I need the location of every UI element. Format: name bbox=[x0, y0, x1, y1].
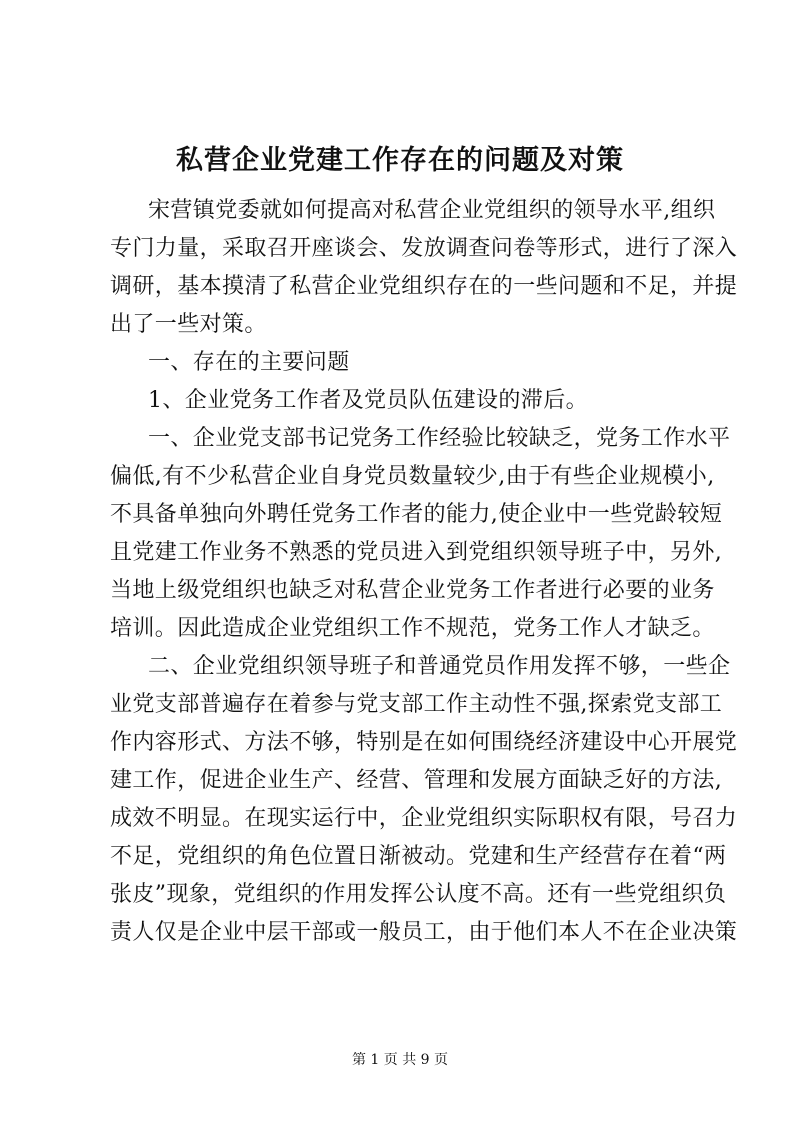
body-line: 宋营镇党委就如何提高对私营企业党组织的领导水平,组织 bbox=[148, 198, 716, 223]
page-title: 私营企业党建工作存在的问题及对策 bbox=[176, 145, 624, 176]
body-line: 责人仅是企业中层干部或一般员工，由于他们本人不在企业决策 bbox=[110, 920, 738, 945]
body-line: 培训。因此造成企业党组织工作不规范，党务工作人才缺乏。 bbox=[110, 616, 715, 641]
body-line: 二、企业党组织领导班子和普通党员作用发挥不够，一些企 bbox=[148, 654, 731, 679]
body-line: 作内容形式、方法不够，特别是在如何围绕经济建设中心开展党 bbox=[110, 730, 738, 755]
body-line: 出了一些对策。 bbox=[110, 312, 267, 337]
body-line: 一、企业党支部书记党务工作经验比较缺乏，党务工作水平 bbox=[148, 426, 731, 451]
body-line: 不具备单独向外聘任党务工作者的能力,使企业中一些党龄较短 bbox=[110, 502, 723, 527]
body-line: 建工作，促进企业生产、经营、管理和发展方面缺乏好的方法, bbox=[110, 768, 723, 793]
body-line: 业党支部普遍存在着参与党支部工作主动性不强,探索党支部工 bbox=[110, 692, 723, 717]
body-line: 张皮”现象，党组织的作用发挥公认度不高。还有一些党组织负 bbox=[110, 882, 727, 907]
page-number: 第 1 页 共 9 页 bbox=[351, 1052, 449, 1068]
subsection-heading: 1、企业党务工作者及党员队伍建设的滞后。 bbox=[148, 388, 588, 413]
body-line: 成效不明显。在现实运行中，企业党组织实际职权有限，号召力 bbox=[110, 806, 738, 831]
body-line: 调研，基本摸清了私营企业党组织存在的一些问题和不足，并提 bbox=[110, 274, 738, 299]
body-line: 专门力量，采取召开座谈会、发放调查问卷等形式，进行了深入 bbox=[110, 236, 738, 261]
section-heading: 一、存在的主要问题 bbox=[148, 350, 350, 375]
body-line: 不足，党组织的角色位置日渐被动。党建和生产经营存在着“两 bbox=[110, 844, 727, 869]
body-line: 偏低,有不少私营企业自身党员数量较少,由于有些企业规模小, bbox=[110, 464, 715, 489]
body-line: 当地上级党组织也缺乏对私营企业党务工作者进行必要的业务 bbox=[110, 578, 715, 603]
body-line: 且党建工作业务不熟悉的党员进入到党组织领导班子中，另外, bbox=[110, 540, 723, 565]
